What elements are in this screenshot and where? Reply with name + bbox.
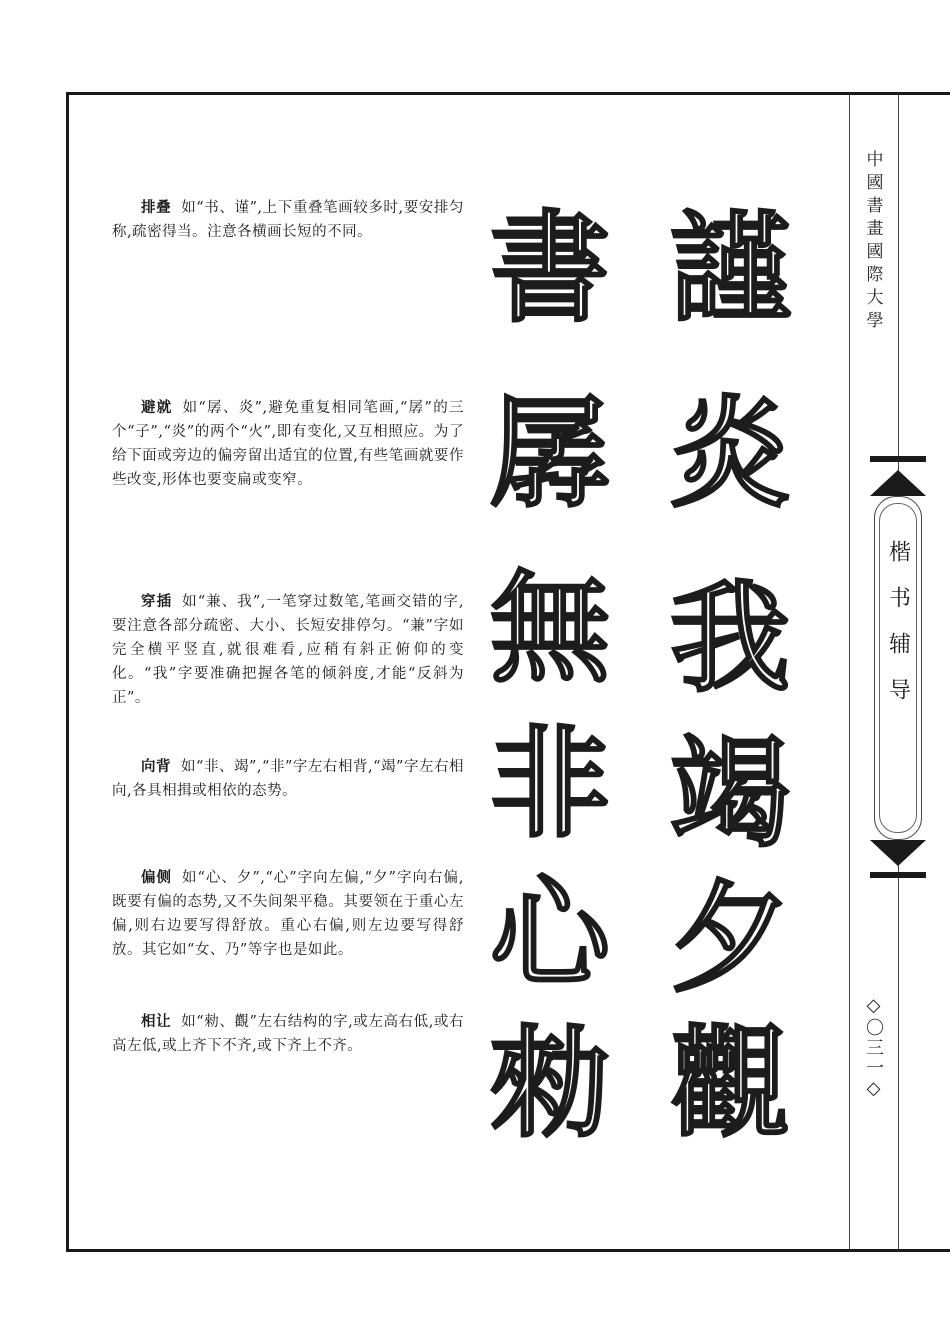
- term-label: 相让: [141, 1014, 172, 1030]
- paragraph-text: 如“书、谨”,上下重叠笔画较多时,要安排匀称,疏密得当。注意各横画长短的不同。: [112, 200, 464, 240]
- term-label: 避就: [141, 400, 173, 416]
- ornament-chevron: [870, 470, 926, 496]
- calligraphy-character: 觀: [670, 1015, 790, 1154]
- paragraph-pianze: [112, 866, 464, 962]
- calligraphy-character: 無: [490, 560, 610, 699]
- sidebar-rule: [849, 95, 850, 1249]
- calligraphy-character: 夕: [670, 870, 790, 1009]
- term-label: 向背: [141, 759, 172, 775]
- term-label: 排叠: [141, 200, 172, 216]
- ornament-bar: [870, 456, 926, 462]
- paragraph-text: 如“孱、炎”,避免重复相同笔画,“孱”的三个“子”,“炎”的两个“火”,即有变化,又互相照应。为了给下面或旁边的偏旁留出适宜的位置,有些笔画就要作些改变,形体也要变扁或变窄。: [112, 400, 465, 488]
- page-number: ◇〇三一◇: [863, 995, 884, 1101]
- calligraphy-character: 非: [490, 715, 610, 854]
- paragraph-text: 如“非、竭”,“非”字左右相背,“竭”字左右相向,各具相揖或相依的态势。: [112, 759, 464, 799]
- paragraph-xiangbei: [112, 755, 464, 803]
- paragraph-chuancha: [112, 590, 464, 710]
- paragraph-text: 如“勑、觀”左右结构的字,或左高右低,或右高左低,或上齐下不齐,或下齐上不齐。: [112, 1014, 465, 1054]
- calligraphy-character: 書: [490, 200, 610, 339]
- calligraphy-character: 我: [670, 570, 790, 709]
- paragraph-text: 如“兼、我”,一笔穿过数笔,笔画交错的字,要注意各部分疏密、大小、长短安排停匀。“兼”字如完全横平竖直,就很难看,应稍有斜正俯仰的变化。“我”字要准确把握各笔的倾斜度,才能“反斜为正”。: [112, 594, 465, 706]
- calligraphy-character: 勑: [490, 1015, 610, 1154]
- paragraph-xiangrang: [112, 1010, 464, 1058]
- ornament-bar: [870, 872, 926, 878]
- paragraph-paidie: [112, 196, 464, 244]
- paragraph-bijiu: [112, 396, 464, 492]
- calligraphy-character: 心: [490, 865, 610, 1004]
- section-label: 楷书辅导: [885, 540, 911, 724]
- calligraphy-character: 竭: [670, 725, 790, 864]
- calligraphy-character: 炎: [670, 385, 790, 524]
- series-title: 中國書畫國際大學: [862, 150, 883, 334]
- ornament-chevron: [870, 840, 926, 866]
- calligraphy-character: 孱: [490, 385, 610, 524]
- term-label: 偏侧: [141, 870, 172, 886]
- paragraph-text: 如“心、夕”,“心”字向左偏,“夕”字向右偏,既要有偏的态势,又不失间架平稳。其要领在于重心左偏,则右边要写得舒放。重心右偏,则左边要写得舒放。其它如“女、乃”等字也是如此。: [112, 870, 465, 958]
- term-label: 穿插: [141, 594, 173, 610]
- calligraphy-character: 謹: [670, 200, 790, 339]
